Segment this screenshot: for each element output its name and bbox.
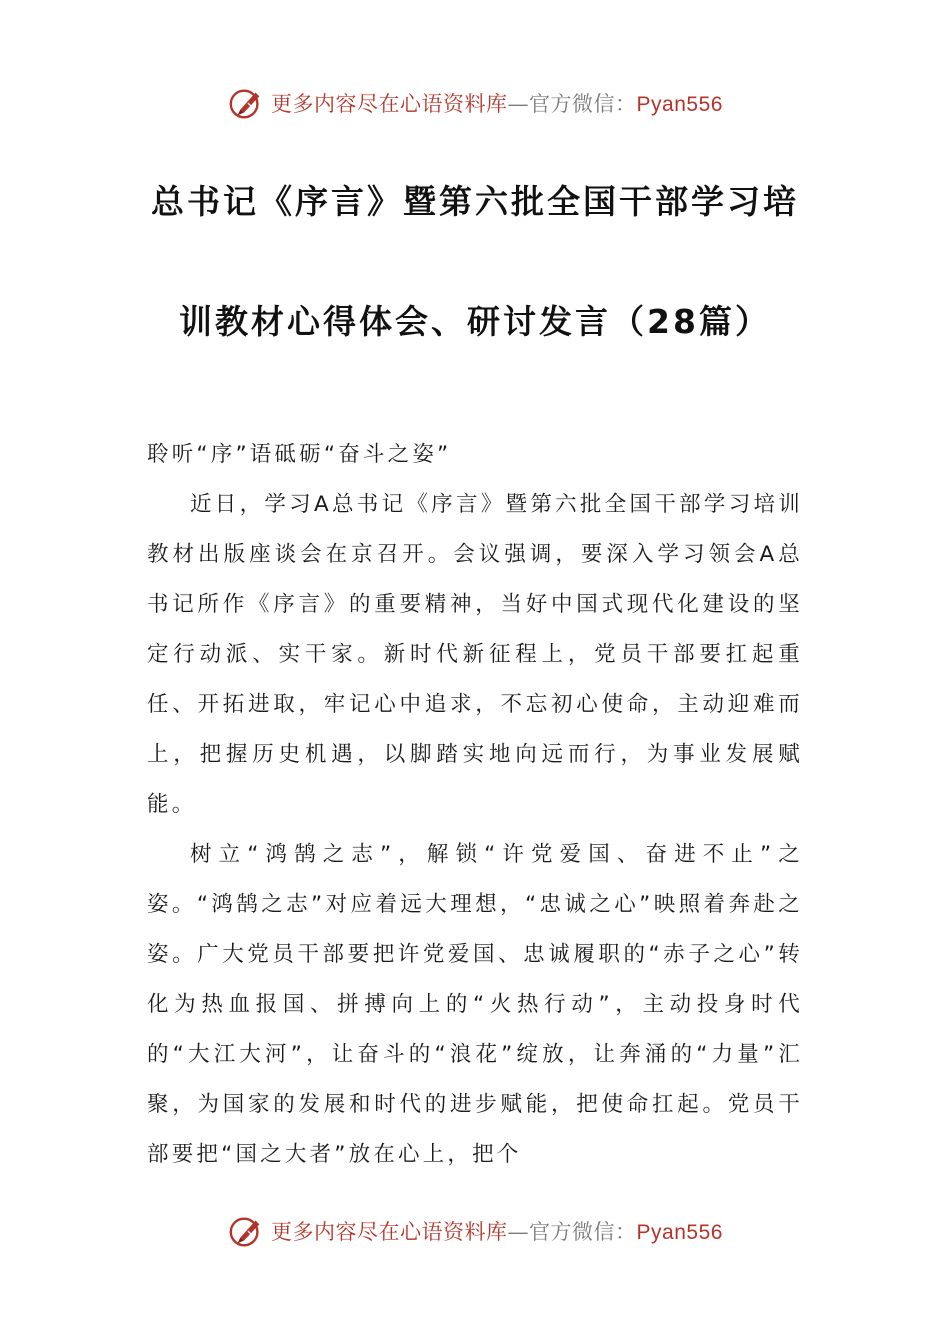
watermark-dash: — <box>507 1220 530 1244</box>
watermark-wechat-id: Pyan556 <box>636 1221 723 1244</box>
footer-watermark <box>0 1206 950 1256</box>
document-title-line-2: 训教材心得体会、研讨发言（28篇） <box>179 302 771 341</box>
section-subtitle: 聆听“序”语砥砺“奋斗之姿” <box>147 442 452 467</box>
watermark-text <box>271 1216 723 1246</box>
watermark-site-text: 更多内容尽在心语资料库 <box>271 92 508 116</box>
body-paragraph-1: 近日，学习A总书记《序言》暨第六批全国干部学习培训教材出版座谈会在京召开。会议强调，要深入学习领会A总书记所作《序言》的重要精神，当好中国式现代化建设的坚定行动派、实干家。新时代新征程上，党员干部要扛起重任、开拓进取，牢记心中追求，不忘初心使命，主动迎难而上，把握历史机遇，以脚踏实地向远而行，为事业发展赋能。 <box>147 492 803 817</box>
pen-nib-logo-icon <box>227 84 265 122</box>
watermark-site-text: 更多内容尽在心语资料库 <box>271 1220 508 1244</box>
watermark-dash: — <box>507 92 530 116</box>
header-watermark <box>0 78 950 128</box>
pen-nib-logo-icon <box>227 1212 265 1250</box>
watermark-text <box>271 88 723 118</box>
document-title-line-1: 总书记《序言》暨第六批全国干部学习培 <box>151 182 799 221</box>
watermark-label: 官方微信： <box>529 92 637 116</box>
watermark-label: 官方微信： <box>529 1220 637 1244</box>
watermark-wechat-id: Pyan556 <box>636 93 723 116</box>
document-body <box>147 430 803 1180</box>
body-paragraph-2: 树立“鸿鹄之志”，解锁“许党爱国、奋进不止”之姿。“鸿鹄之志”对应着远大理想，“忠诚之心”映照着奔赴之姿。广大党员干部要把许党爱国、忠诚履职的“赤子之心”转化为热血报国、拼搏向上的“火热行动”，主动投身时代的“大江大河”，让奋斗的“浪花”绽放，让奔涌的“力量”汇聚，为国家的发展和时代的进步赋能，把使命扛起。党员干部要把“国之大者”放在心上，把个 <box>147 842 803 1167</box>
